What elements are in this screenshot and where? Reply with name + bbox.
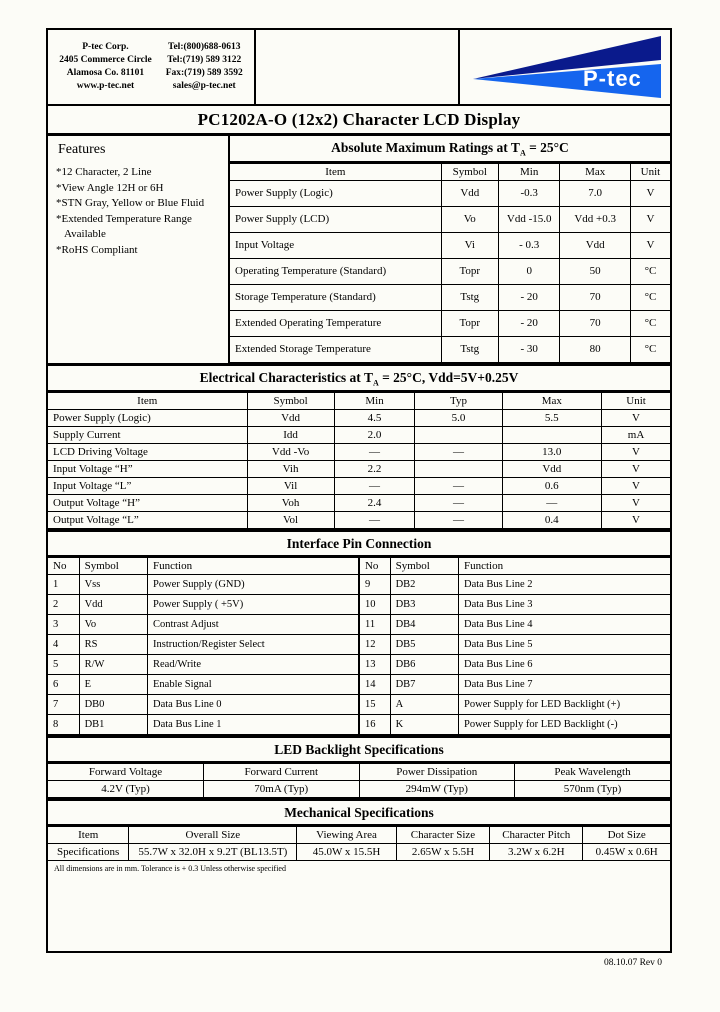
cell-min: — <box>334 478 415 495</box>
company-address-line1: 2405 Commerce Circle <box>59 55 152 65</box>
cell-max: 70 <box>560 284 630 310</box>
cell-pin-symbol: DB5 <box>390 635 458 655</box>
cell-symbol: Voh <box>247 495 334 512</box>
cell-max: 80 <box>560 336 630 362</box>
cell-symbol: Vdd <box>441 180 498 206</box>
cell-unit: °C <box>630 258 670 284</box>
cell-forward-current: 70mA (Typ) <box>204 781 360 798</box>
column-header-max: Max <box>502 393 602 410</box>
cell-overall-size: 55.7W x 32.0H x 9.2T (BL13.5T) <box>129 844 297 861</box>
cell-pin-function: Data Bus Line 5 <box>458 635 670 655</box>
table-row <box>48 478 670 495</box>
feature-item: *View Angle 12H or 6H <box>56 181 164 194</box>
cell-item: Storage Temperature (Standard) <box>230 284 441 310</box>
table-row <box>48 675 670 695</box>
table-row <box>230 232 670 258</box>
cell-unit: V <box>602 478 670 495</box>
cell-symbol: Vdd -Vo <box>247 444 334 461</box>
table-header-row <box>48 558 670 575</box>
cell-item: Output Voltage “L” <box>48 512 247 529</box>
cell-typ: — <box>415 478 502 495</box>
company-website[interactable]: www.p-tec.net <box>76 81 135 91</box>
abs-title-post: = 25°C <box>525 140 569 155</box>
table-row <box>230 336 670 362</box>
feature-item: *Extended Temperature Range <box>56 212 192 225</box>
column-header-peak-wavelength: Peak Wavelength <box>515 764 671 781</box>
cell-pin-function: Contrast Adjust <box>148 615 359 635</box>
company-contact-block <box>48 30 256 104</box>
page-title: PC1202A-O (12x2) Character LCD Display <box>48 106 670 136</box>
table-row <box>48 635 670 655</box>
cell-viewing-area: 45.0W x 15.5H <box>297 844 397 861</box>
cell-pin-function: Read/Write <box>148 655 359 675</box>
ptec-logo-icon <box>465 34 665 100</box>
column-header-symbol-right: Symbol <box>390 558 458 575</box>
features-heading: Features <box>58 142 106 157</box>
column-header-max: Max <box>560 163 630 180</box>
feature-item: *12 Character, 2 Line <box>56 166 152 178</box>
cell-symbol: Topr <box>441 310 498 336</box>
cell-unit: mA <box>602 427 670 444</box>
cell-pin-no: 16 <box>359 715 390 735</box>
mechanical-specifications-table <box>48 826 670 861</box>
company-telephone: Tel:(719) 589 3122 <box>167 55 242 65</box>
table-row <box>48 495 670 512</box>
cell-pin-symbol: DB2 <box>390 575 458 595</box>
electrical-characteristics-title <box>48 366 670 393</box>
absolute-maximum-ratings-section <box>230 136 670 363</box>
cell-pin-no: 5 <box>48 655 79 675</box>
column-header-forward-current: Forward Current <box>204 764 360 781</box>
column-header-unit: Unit <box>630 163 670 180</box>
cell-unit: °C <box>630 336 670 362</box>
cell-max: Vdd <box>502 461 602 478</box>
column-header-symbol-left: Symbol <box>79 558 147 575</box>
cell-unit: V <box>602 461 670 478</box>
dimension-tolerance-note: All dimensions are in mm. Tolerance is + 0.3 Unless otherwise specified <box>54 864 286 874</box>
column-header-no-right: No <box>359 558 390 575</box>
cell-symbol: Topr <box>441 258 498 284</box>
column-header-min: Min <box>334 393 415 410</box>
cell-character-pitch: 3.2W x 6.2H <box>490 844 583 861</box>
cell-pin-symbol: DB1 <box>79 715 147 735</box>
column-header-item: Item <box>48 393 247 410</box>
absolute-maximum-ratings-table <box>230 163 670 363</box>
table-row <box>230 284 670 310</box>
cell-pin-function: Data Bus Line 3 <box>458 595 670 615</box>
cell-pin-no: 7 <box>48 695 79 715</box>
cell-character-size: 2.65W x 5.5H <box>396 844 489 861</box>
cell-symbol: Vol <box>247 512 334 529</box>
abs-title-pre: Absolute Maximum Ratings at T <box>331 140 520 155</box>
table-row <box>48 427 670 444</box>
cell-typ: — <box>415 444 502 461</box>
cell-unit: V <box>630 206 670 232</box>
cell-symbol: Vo <box>441 206 498 232</box>
cell-forward-voltage: 4.2V (Typ) <box>48 781 204 798</box>
cell-min: 2.4 <box>334 495 415 512</box>
cell-pin-no: 13 <box>359 655 390 675</box>
document-revision-footer: 08.10.07 Rev 0 <box>603 958 662 968</box>
cell-min: - 0.3 <box>498 232 560 258</box>
column-header-min: Min <box>498 163 560 180</box>
cell-typ: — <box>415 512 502 529</box>
cell-item: LCD Driving Voltage <box>48 444 247 461</box>
cell-max: 13.0 <box>502 444 602 461</box>
cell-pin-function: Data Bus Line 1 <box>148 715 359 735</box>
cell-min: — <box>334 444 415 461</box>
cell-pin-no: 2 <box>48 595 79 615</box>
cell-unit: °C <box>630 310 670 336</box>
company-logo <box>460 30 670 104</box>
column-header-forward-voltage: Forward Voltage <box>48 764 204 781</box>
table-row <box>48 410 670 427</box>
cell-pin-symbol: Vss <box>79 575 147 595</box>
cell-pin-no: 6 <box>48 675 79 695</box>
cell-pin-function: Power Supply for LED Backlight (-) <box>458 715 670 735</box>
cell-typ <box>415 427 502 444</box>
cell-unit: V <box>630 232 670 258</box>
cell-pin-symbol: RS <box>79 635 147 655</box>
table-row <box>48 595 670 615</box>
column-header-character-size: Character Size <box>396 827 489 844</box>
feature-item: Available <box>64 228 106 240</box>
table-row <box>48 655 670 675</box>
column-header-overall-size: Overall Size <box>129 827 297 844</box>
table-header-row <box>48 827 670 844</box>
cell-pin-symbol: R/W <box>79 655 147 675</box>
cell-pin-no: 11 <box>359 615 390 635</box>
cell-unit: V <box>602 444 670 461</box>
cell-pin-symbol: DB0 <box>79 695 147 715</box>
interface-pin-connection-title: Interface Pin Connection <box>48 532 670 557</box>
cell-pin-function: Power Supply for LED Backlight (+) <box>458 695 670 715</box>
table-row <box>48 615 670 635</box>
cell-max: 70 <box>560 310 630 336</box>
cell-max: 50 <box>560 258 630 284</box>
cell-min: Vdd -15.0 <box>498 206 560 232</box>
cell-item: Output Voltage “H” <box>48 495 247 512</box>
interface-pin-connection-section <box>48 532 670 738</box>
cell-symbol: Vdd <box>247 410 334 427</box>
cell-pin-no: 1 <box>48 575 79 595</box>
column-header-character-pitch: Character Pitch <box>490 827 583 844</box>
cell-pin-symbol: DB3 <box>390 595 458 615</box>
cell-pin-function: Enable Signal <box>148 675 359 695</box>
feature-item: *RoHS Compliant <box>56 243 138 256</box>
mechanical-specifications-section <box>48 801 670 876</box>
cell-pin-symbol: Vdd <box>79 595 147 615</box>
datasheet-page <box>46 28 672 953</box>
cell-pin-symbol: DB7 <box>390 675 458 695</box>
cell-min: -0.3 <box>498 180 560 206</box>
company-address-column <box>59 41 152 93</box>
cell-symbol: Vil <box>247 478 334 495</box>
cell-pin-function: Data Bus Line 7 <box>458 675 670 695</box>
table-row <box>48 444 670 461</box>
company-fax: Fax:(719) 589 3592 <box>165 68 243 78</box>
table-row <box>230 206 670 232</box>
cell-symbol: Vih <box>247 461 334 478</box>
column-header-item: Item <box>48 827 129 844</box>
cell-min: 2.2 <box>334 461 415 478</box>
table-row <box>230 258 670 284</box>
electrical-characteristics-section <box>48 366 670 533</box>
abs-title-sub: A <box>519 148 526 158</box>
features-list <box>56 165 222 258</box>
cell-dot-size: 0.45W x 0.6H <box>583 844 670 861</box>
cell-max: — <box>502 495 602 512</box>
features-panel <box>48 136 230 363</box>
led-backlight-title: LED Backlight Specifications <box>48 738 670 763</box>
cell-pin-function: Power Supply (GND) <box>148 575 359 595</box>
cell-unit: V <box>602 495 670 512</box>
table-row <box>48 715 670 735</box>
cell-item: Operating Temperature (Standard) <box>230 258 441 284</box>
cell-pin-no: 8 <box>48 715 79 735</box>
column-header-no-left: No <box>48 558 79 575</box>
cell-min: — <box>334 512 415 529</box>
cell-max: 0.4 <box>502 512 602 529</box>
cell-pin-symbol: Vo <box>79 615 147 635</box>
cell-item: Extended Operating Temperature <box>230 310 441 336</box>
absolute-maximum-ratings-title <box>230 136 670 163</box>
cell-pin-symbol: DB6 <box>390 655 458 675</box>
cell-typ <box>415 461 502 478</box>
table-header-row <box>230 163 670 180</box>
cell-max: Vdd +0.3 <box>560 206 630 232</box>
cell-item: Extended Storage Temperature <box>230 336 441 362</box>
cell-max: 7.0 <box>560 180 630 206</box>
company-toll-free: Tel:(800)688-0613 <box>168 42 241 52</box>
table-row <box>230 180 670 206</box>
column-header-symbol: Symbol <box>247 393 334 410</box>
cell-item: Input Voltage “L” <box>48 478 247 495</box>
cell-max: Vdd <box>560 232 630 258</box>
column-header-power-dissipation: Power Dissipation <box>359 764 515 781</box>
cell-typ: 5.0 <box>415 410 502 427</box>
interface-pin-connection-table <box>48 557 670 735</box>
cell-min: 0 <box>498 258 560 284</box>
cell-power-dissipation: 294mW (Typ) <box>359 781 515 798</box>
cell-pin-symbol: E <box>79 675 147 695</box>
table-header-row <box>48 393 670 410</box>
cell-unit: °C <box>630 284 670 310</box>
cell-symbol: Vi <box>441 232 498 258</box>
elec-title-pre: Electrical Characteristics at T <box>199 369 373 385</box>
elec-title-sub: A <box>372 378 379 388</box>
feature-item: *STN Gray, Yellow or Blue Fluid <box>56 197 205 209</box>
cell-pin-no: 9 <box>359 575 390 595</box>
table-row <box>48 695 670 715</box>
table-row <box>48 512 670 529</box>
cell-min: - 20 <box>498 310 560 336</box>
cell-symbol: Tstg <box>441 336 498 362</box>
cell-pin-function: Data Bus Line 4 <box>458 615 670 635</box>
column-header-unit: Unit <box>602 393 670 410</box>
table-row <box>48 781 670 798</box>
cell-pin-no: 3 <box>48 615 79 635</box>
elec-title-post: = 25°C, Vdd=5V+0.25V <box>378 369 519 385</box>
cell-peak-wavelength: 570nm (Typ) <box>515 781 671 798</box>
table-row <box>48 844 670 861</box>
led-backlight-section <box>48 738 670 801</box>
company-address-line2: Alamosa Co. 81101 <box>66 68 145 78</box>
table-header-row <box>48 764 670 781</box>
cell-min: - 30 <box>498 336 560 362</box>
cell-symbol: Idd <box>247 427 334 444</box>
cell-pin-no: 15 <box>359 695 390 715</box>
cell-pin-no: 12 <box>359 635 390 655</box>
electrical-characteristics-table <box>48 392 670 529</box>
cell-unit: V <box>602 512 670 529</box>
cell-typ: — <box>415 495 502 512</box>
cell-min: 2.0 <box>334 427 415 444</box>
cell-pin-function: Instruction/Register Select <box>148 635 359 655</box>
cell-pin-symbol: K <box>390 715 458 735</box>
column-header-function-right: Function <box>458 558 670 575</box>
column-header-item: Item <box>230 163 441 180</box>
cell-pin-no: 10 <box>359 595 390 615</box>
logo-wordmark: P-tec <box>583 66 642 91</box>
column-header-function-left: Function <box>148 558 359 575</box>
column-header-dot-size: Dot Size <box>583 827 670 844</box>
cell-item: Power Supply (Logic) <box>48 410 247 427</box>
cell-item: Input Voltage “H” <box>48 461 247 478</box>
table-row <box>48 575 670 595</box>
company-email[interactable]: sales@p-tec.net <box>172 81 236 91</box>
cell-pin-symbol: A <box>390 695 458 715</box>
led-backlight-table <box>48 763 670 798</box>
cell-pin-no: 14 <box>359 675 390 695</box>
cell-pin-function: Data Bus Line 0 <box>148 695 359 715</box>
page-header <box>48 30 670 106</box>
cell-pin-symbol: DB4 <box>390 615 458 635</box>
column-header-typ: Typ <box>415 393 502 410</box>
column-header-symbol: Symbol <box>441 163 498 180</box>
column-header-viewing-area: Viewing Area <box>297 827 397 844</box>
table-row <box>230 310 670 336</box>
cell-symbol: Tstg <box>441 284 498 310</box>
cell-item: Power Supply (LCD) <box>230 206 441 232</box>
cell-pin-function: Power Supply ( +5V) <box>148 595 359 615</box>
cell-max: 5.5 <box>502 410 602 427</box>
cell-item: Specifications <box>48 844 129 861</box>
cell-min: - 20 <box>498 284 560 310</box>
cell-pin-function: Data Bus Line 2 <box>458 575 670 595</box>
cell-item: Power Supply (Logic) <box>230 180 441 206</box>
cell-unit: V <box>602 410 670 427</box>
cell-max: 0.6 <box>502 478 602 495</box>
cell-unit: V <box>630 180 670 206</box>
features-and-ratings-row <box>48 136 670 366</box>
cell-pin-no: 4 <box>48 635 79 655</box>
cell-item: Input Voltage <box>230 232 441 258</box>
cell-pin-function: Data Bus Line 6 <box>458 655 670 675</box>
header-blank-cell <box>256 30 460 104</box>
cell-max <box>502 427 602 444</box>
mechanical-specifications-title: Mechanical Specifications <box>48 801 670 826</box>
cell-item: Supply Current <box>48 427 247 444</box>
company-name: P-tec Corp. <box>82 42 129 52</box>
company-phone-column <box>166 41 243 93</box>
table-row <box>48 461 670 478</box>
cell-min: 4.5 <box>334 410 415 427</box>
